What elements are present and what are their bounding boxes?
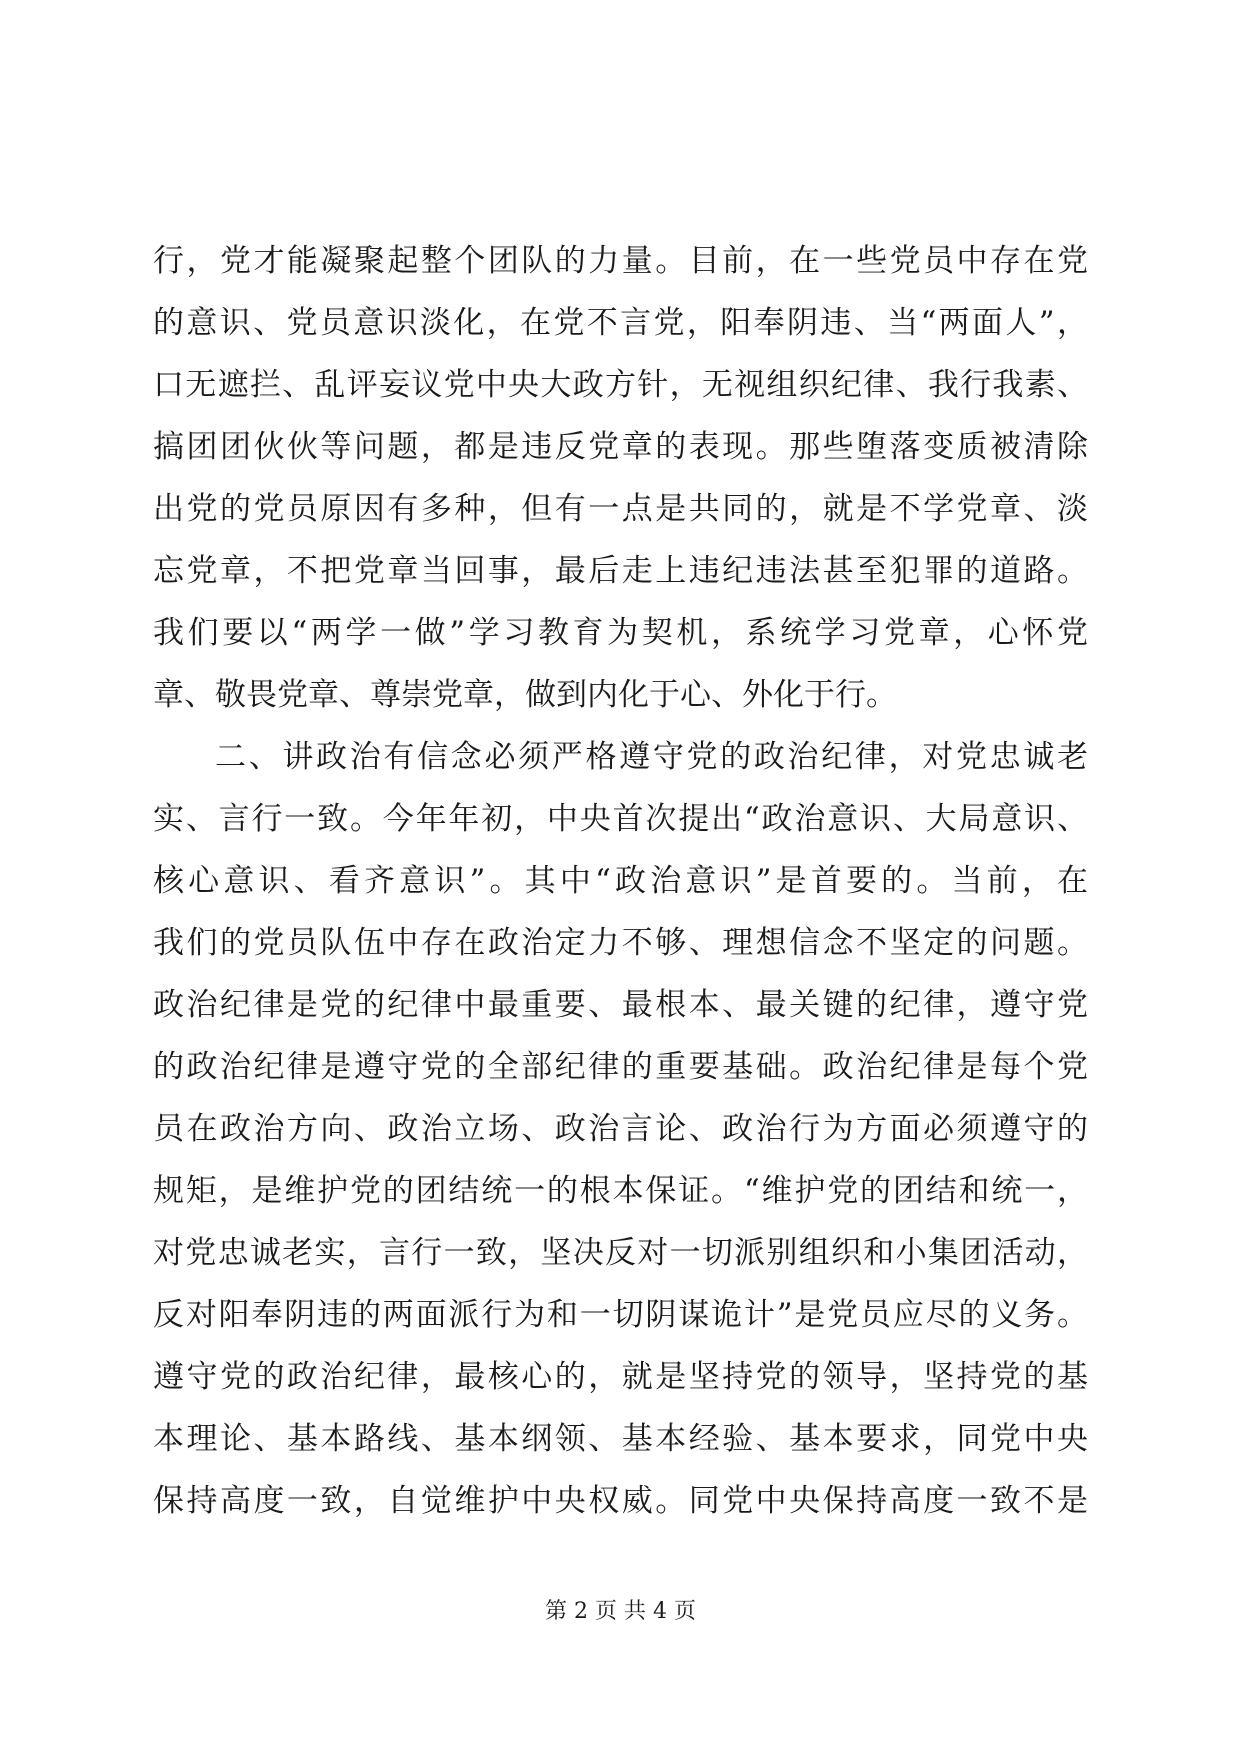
text-line: 忘党章，不把党章当回事，最后走上违纪违法甚至犯罪的道路。: [153, 553, 1088, 589]
text-line: 核心意识、看齐意识”。其中“政治意识”是首要的。当前，在: [153, 863, 1088, 899]
text-line: 搞团团伙伙等问题，都是违反党章的表现。那些堕落变质被清除: [153, 429, 1088, 465]
text-line: 本理论、基本路线、基本纲领、基本经验、基本要求，同党中央: [153, 1421, 1088, 1457]
text-line: 行，党才能凝聚起整个团队的力量。目前，在一些党员中存在党: [153, 243, 1088, 279]
text-line: 我们要以“两学一做”学习教育为契机，系统学习党章，心怀党: [153, 615, 1088, 651]
body-text: [153, 230, 1088, 1532]
text-line: 规矩，是维护党的团结统一的根本保证。“维护党的团结和统一，: [153, 1173, 1088, 1209]
text-line: 员在政治方向、政治立场、政治言论、政治行为方面必须遵守的: [153, 1111, 1088, 1147]
text-line: 反对阳奉阴违的两面派行为和一切阴谋诡计”是党员应尽的义务。: [153, 1297, 1088, 1333]
paragraph-last-line: 章、敬畏党章、尊崇党章，做到内化于心、外化于行。: [153, 677, 897, 713]
text-line: 对党忠诚老实，言行一致，坚决反对一切派别组织和小集团活动，: [153, 1235, 1088, 1271]
paragraph-first-line: 二、讲政治有信念必须严格遵守党的政治纪律，对党忠诚老: [215, 739, 1088, 775]
text-line: 我们的党员队伍中存在政治定力不够、理想信念不坚定的问题。: [153, 925, 1088, 961]
text-line: 口无遮拦、乱评妄议党中央大政方针，无视组织纪律、我行我素、: [153, 367, 1088, 403]
text-line: 实、言行一致。今年年初，中央首次提出“政治意识、大局意识、: [153, 801, 1088, 837]
text-line: 保持高度一致，自觉维护中央权威。同党中央保持高度一致不是: [153, 1483, 1088, 1519]
text-line: 政治纪律是党的纪律中最重要、最根本、最关键的纪律，遵守党: [153, 987, 1088, 1023]
text-line: 出党的党员原因有多种，但有一点是共同的，就是不学党章、淡: [153, 491, 1088, 527]
text-line: 遵守党的政治纪律，最核心的，就是坚持党的领导，坚持党的基: [153, 1359, 1088, 1395]
text-line: 的政治纪律是遵守党的全部纪律的重要基础。政治纪律是每个党: [153, 1049, 1088, 1085]
text-line: 的意识、党员意识淡化，在党不言党，阳奉阴违、当“两面人”，: [153, 305, 1088, 341]
page-number-footer: 第 2 页 共 4 页: [545, 1599, 696, 1624]
